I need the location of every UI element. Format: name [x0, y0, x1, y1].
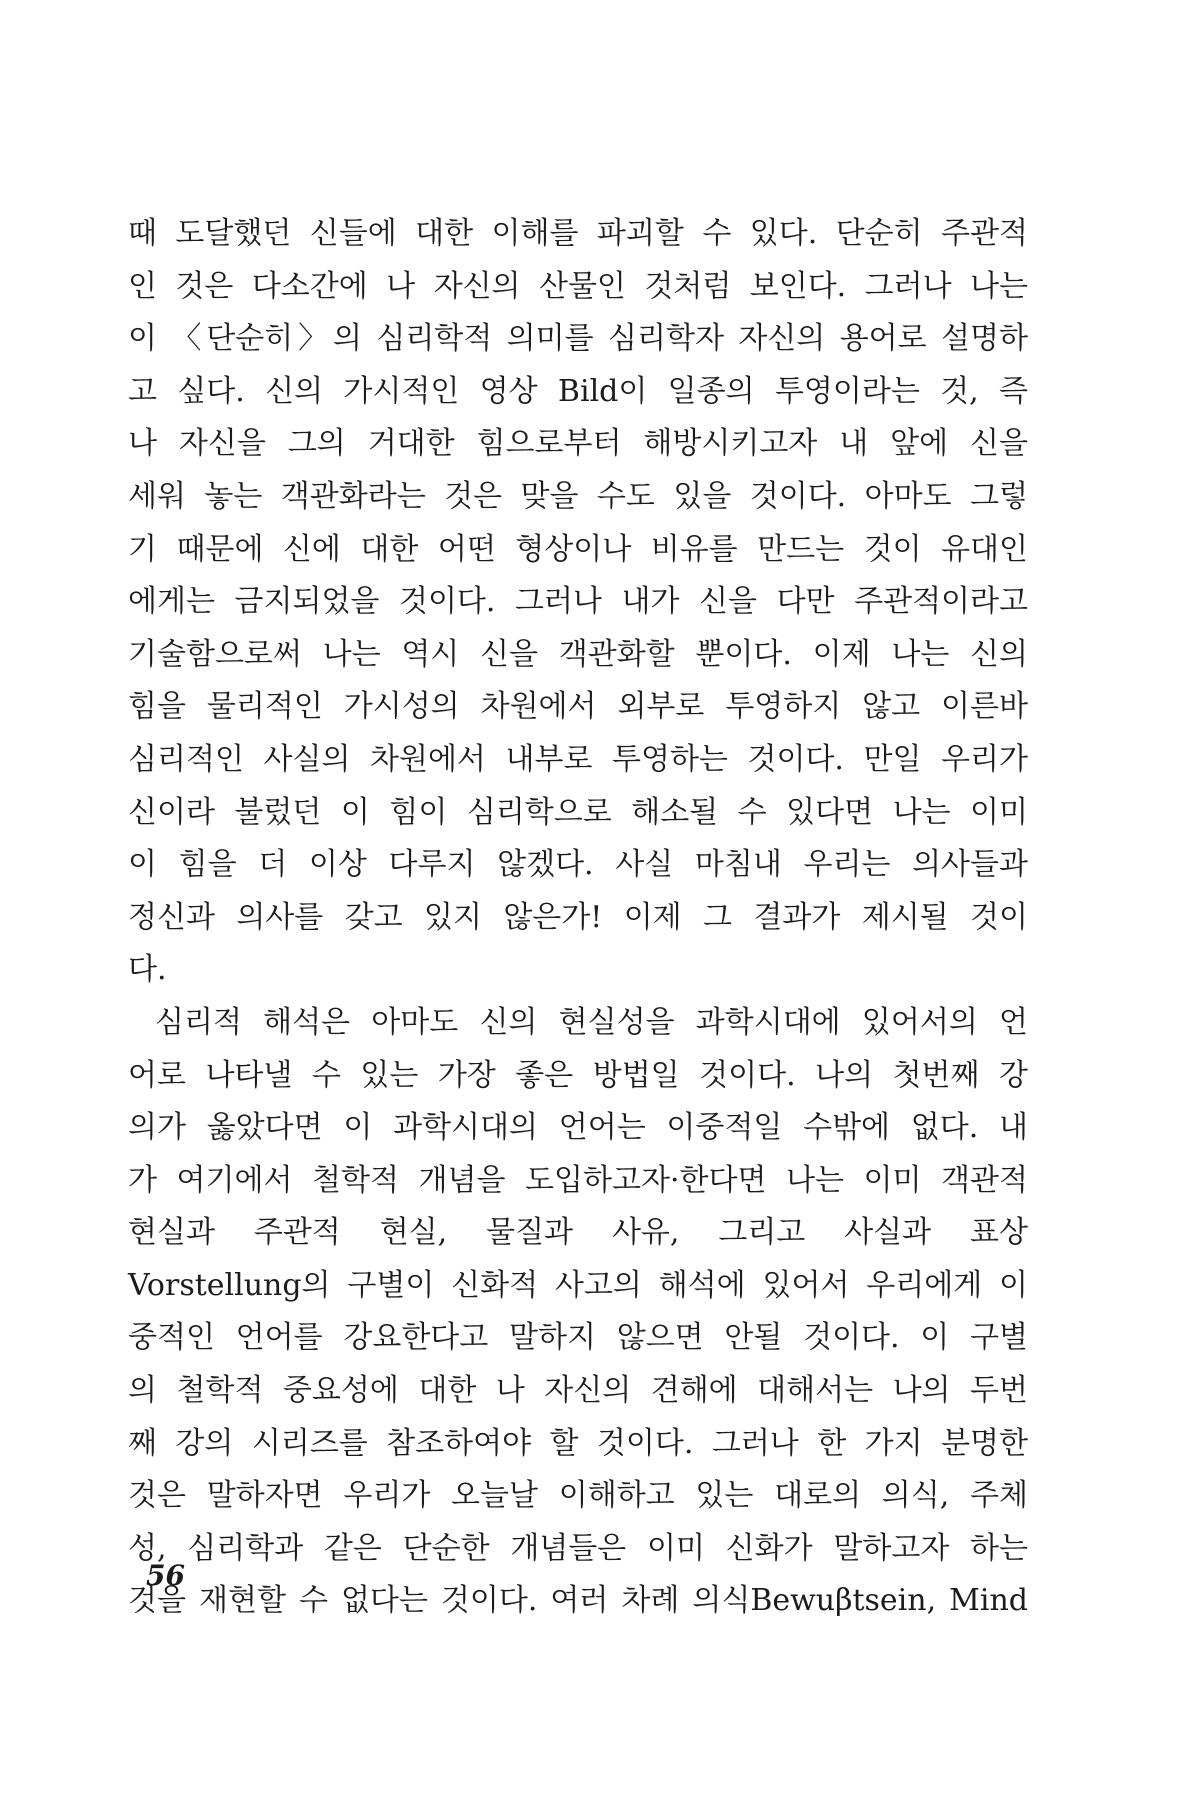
text-line: 인 것은 다소간에 나 자신의 산물인 것처럼 보인다. 그러나 나는 [128, 268, 1028, 304]
text-line: 현실과 주관적 현실, 물질과 사유, 그리고 사실과 표상 [128, 1215, 1028, 1251]
text-line: 정신과 의사를 갖고 있지 않은가! 이제 그 결과가 제시될 것이 [128, 899, 1028, 935]
text-line: 다. [128, 952, 167, 988]
text-line: 신이라 불렀던 이 힘이 심리학으로 해소될 수 있다면 나는 이미 [128, 794, 1028, 830]
text-line: 중적인 언어를 강요한다고 말하지 않으면 안될 것이다. 이 구별 [128, 1320, 1028, 1356]
text-line: 기술함으로써 나는 역시 신을 객관화할 뿐이다. 이제 나는 신의 [128, 636, 1028, 672]
text-line: 이 힘을 더 이상 다루지 않겠다. 사실 마침내 우리는 의사들과 [128, 847, 1028, 883]
text-line: 힘을 물리적인 가시성의 차원에서 외부로 투영하지 않고 이른바 [128, 689, 1028, 725]
text-line: 심리적인 사실의 차원에서 내부로 투영하는 것이다. 만일 우리가 [128, 741, 1028, 777]
text-line: Vorstellung의 구별이 신화적 사고의 해석에 있어서 우리에게 이 [128, 1267, 1028, 1303]
text-line: 나 자신을 그의 거대한 힘으로부터 해방시키고자 내 앞에 신을 [128, 426, 1028, 462]
text-line: 에게는 금지되었을 것이다. 그러나 내가 신을 다만 주관적이라고 [128, 584, 1028, 620]
text-line: 어로 나타낼 수 있는 가장 좋은 방법일 것이다. 나의 첫번째 강 [128, 1057, 1028, 1093]
text-line: 것을 재현할 수 없다는 것이다. 여러 차례 의식Bewuβtsein, Mind [128, 1583, 1028, 1619]
text-line: 기 때문에 신에 대한 어떤 형상이나 비유를 만드는 것이 유대인 [128, 531, 1028, 567]
text-line: 의가 옳았다면 이 과학시대의 언어는 이중적일 수밖에 없다. 내 [128, 1110, 1028, 1146]
text-line: 가 여기에서 철학적 개념을 도입하고자·한다면 나는 이미 객관적 [128, 1162, 1028, 1198]
text-line: 의 철학적 중요성에 대한 나 자신의 견해에 대해서는 나의 두번 [128, 1373, 1028, 1409]
text-line: 째 강의 시리즈를 참조하여야 할 것이다. 그러나 한 가지 분명한 [128, 1425, 1028, 1461]
text-line: 이 〈단순히〉의 심리학적 의미를 심리학자 자신의 용어로 설명하 [128, 321, 1028, 357]
text-line: 성, 심리학과 같은 단순한 개념들은 이미 신화가 말하고자 하는 [128, 1530, 1028, 1566]
text-line: 때 도달했던 신들에 대한 이해를 파괴할 수 있다. 단순히 주관적 [128, 216, 1028, 251]
paragraph-start-line: 심리적 해석은 아마도 신의 현실성을 과학시대에 있어서의 언 [155, 1004, 1028, 1040]
text-line: 고 싶다. 신의 가시적인 영상 Bild이 일종의 투영이라는 것, 즉 [128, 373, 1028, 409]
page-number: 56 [146, 1559, 185, 1592]
text-line: 세워 놓는 객관화라는 것은 맞을 수도 있을 것이다. 아마도 그렇 [128, 478, 1028, 514]
body-text [128, 208, 1028, 1628]
text-line: 것은 말하자면 우리가 오늘날 이해하고 있는 대로의 의식, 주체 [128, 1478, 1028, 1514]
